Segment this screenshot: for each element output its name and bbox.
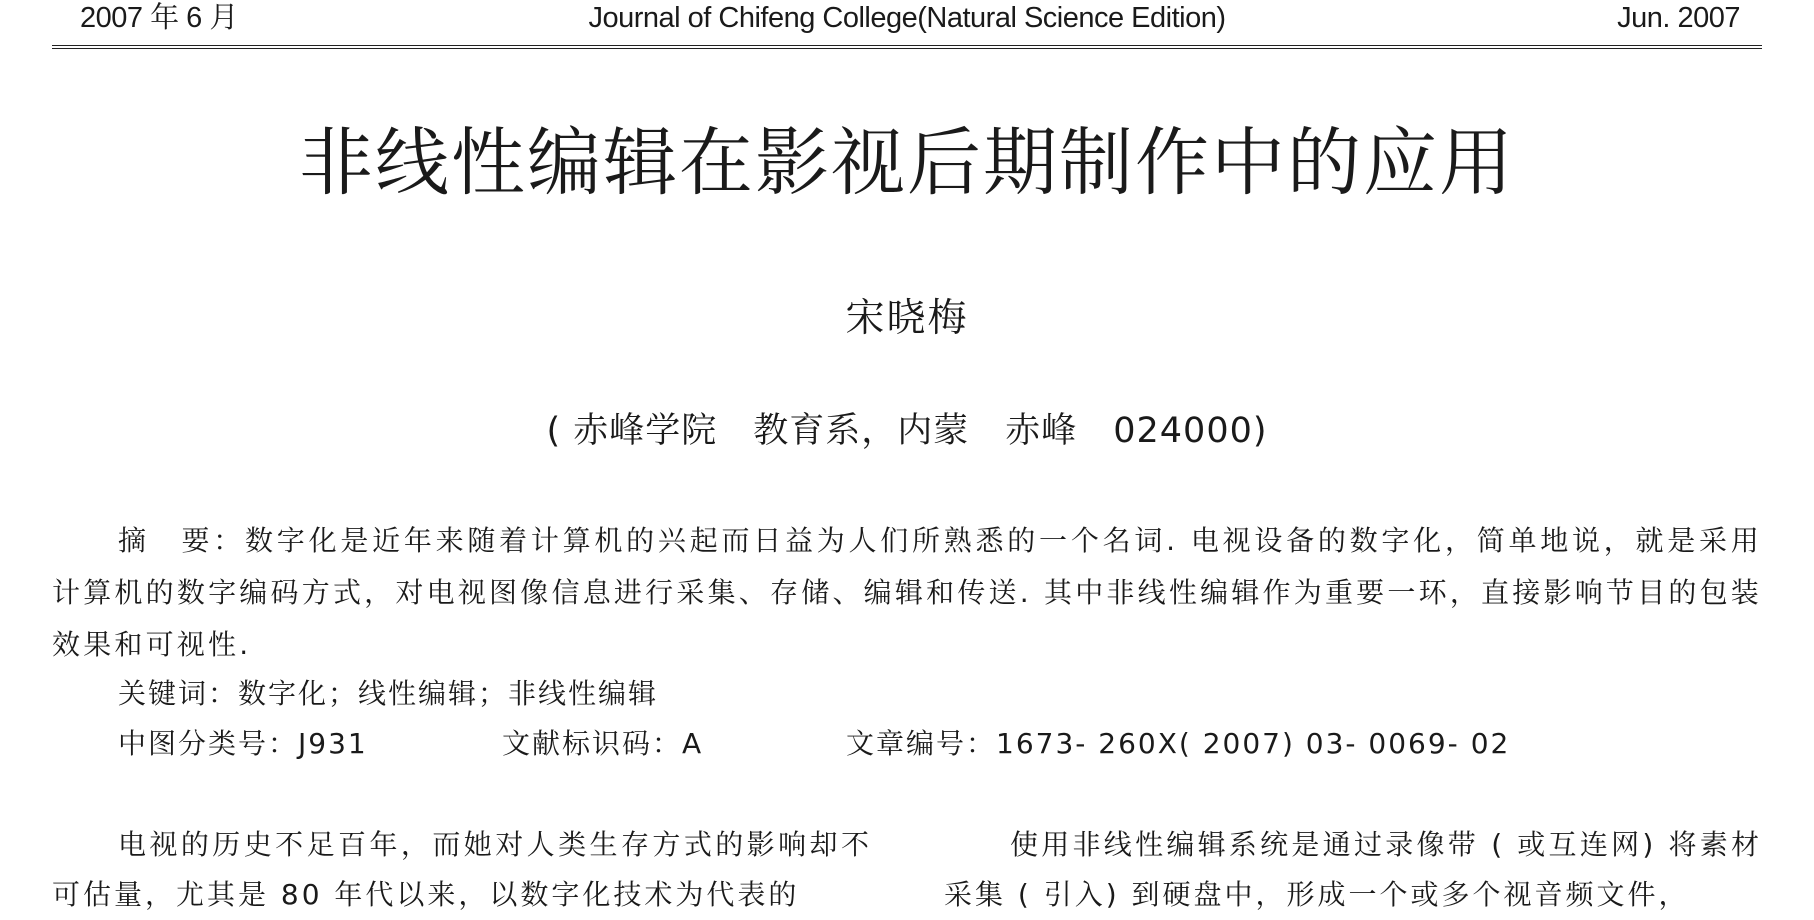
author-affiliation: ( 赤峰学院 教育系，内蒙 赤峰 024000) bbox=[546, 411, 1268, 451]
abstract-text: 数字化是近年来随着计算机的兴起而日益为人们所熟悉的一个名词. 电视设备的数字化，简单地说，就是采用计算机的数字编码方式，对电视图像信息进行采集、存储、编辑和传送. 其中非线性编辑作为重要一环，直接影响节目的包装效果和可视性. bbox=[52, 524, 1762, 661]
abstract-paragraph bbox=[52, 515, 1762, 671]
header-date-cn: 2007 年 6 月 bbox=[80, 2, 238, 34]
header-journal-name: Journal of Chifeng College(Natural Science Edition) bbox=[588, 2, 1226, 34]
body-column-right: 使用非线性编辑系统是通过录像带 ( 或互连网) 将素材采集 ( 引入) 到硬盘中，形成一个或多个视音频文件， bbox=[944, 828, 1762, 911]
author-name: 宋晓梅 bbox=[845, 296, 969, 341]
article-number: 文章编号：1673- 260X( 2007) 03- 0069- 02 bbox=[846, 727, 1511, 760]
body-column-left: 电视的历史不足百年，而她对人类生存方式的影响却不可估量，尤其是 80 年代以来，以数字化技术为代表的 bbox=[52, 828, 872, 911]
running-header bbox=[52, 0, 1762, 46]
document-code: 文献标识码：A bbox=[502, 727, 704, 760]
abstract-label: 摘 要： bbox=[118, 524, 246, 557]
clc-number: 中图分类号：J931 bbox=[118, 727, 368, 760]
article-title: 非线性编辑在影视后期制作中的应用 bbox=[299, 120, 1515, 206]
header-date-en: Jun. 2007 bbox=[1617, 2, 1740, 34]
keywords-text: 数字化；线性编辑；非线性编辑 bbox=[238, 677, 659, 710]
keywords-line bbox=[118, 674, 658, 714]
keywords-label: 关键词： bbox=[118, 677, 239, 710]
